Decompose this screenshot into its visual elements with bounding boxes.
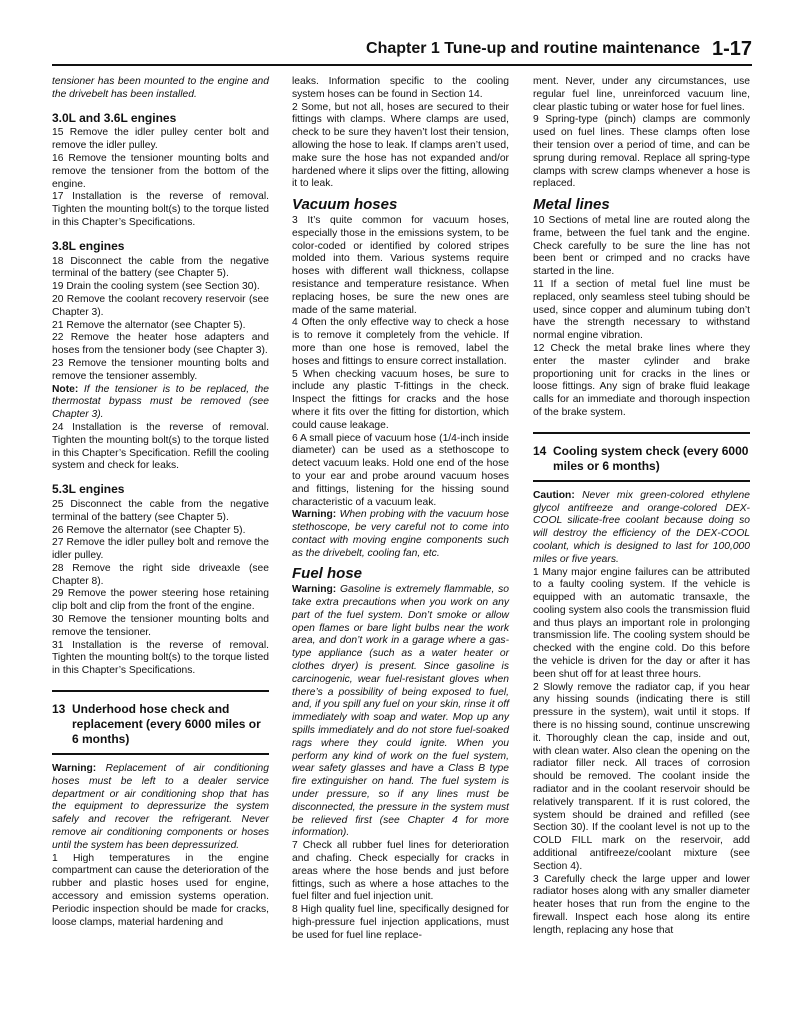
step-27: 27 Remove the idler pulley bolt and remove the idler pulley. <box>52 537 269 562</box>
step-15: 15 Remove the idler pulley center bolt and remove the idler pulley. <box>52 127 269 152</box>
caution-label: Caution: <box>533 489 575 501</box>
warning-text: Gasoline is extremely flammable, so take extra precautions when you work on any part of the fuel system. Don’t smoke or allow open flames or bare light bulbs near the work area, and don’t work in a garage where a gas-type appliance (such as a water heater or clothes dryer) is present. Since gasoline is carcinogenic, wear fuel-resistant gloves when there’s a possibility of being exposed to fuel, and, if you spill any fuel on your skin, rinse it off immediately with soap and water. Mop up any spills immediately and do not store fuel-soaked rags where they could ignite. When you perform any kind of work on the fuel system, wear safety glasses and have a Class B type fire extinguisher on hand. The fuel system is under pressure, so if any lines must be disconnected, the pressure in the system must be relieved first (see Chapter 4 for more information). <box>292 584 509 839</box>
step-10: 10 Sections of metal line are routed along the frame, between the fuel tank and the engine. Check carefully to be sure the line has not been bent or crimped and no cracks have started in the line. <box>533 214 750 278</box>
step-7: 7 Check all rubber fuel lines for deterioration and chafing. Check especially for cracks in areas where the hose bends and just before fittings, such as where a hose attaches to the fuel filter and fuel injection unit. <box>292 840 509 903</box>
warning-text: When probing with the vacuum hose stethoscope, be very careful not to come into contact with moving engine components such as the drivebelt, cooling fan, etc. <box>292 509 509 559</box>
step-2: 2 Some, but not all, hoses are secured to their fittings with clamps. Where clamps are used, check to be sure they haven’t lost their tension, allowing the hose to leak. If clamps aren’t used, make sure the hose has not expanded and/or hardened where it slips over the fitting, allowing it to leak. <box>292 101 509 190</box>
caution <box>533 490 750 567</box>
warning <box>292 509 509 560</box>
step-3: 3 Carefully check the large upper and lower radiator hoses along with any smaller diameter heater hoses that run from the engine to the firewall. Inspect each hose along its entire length, replacing any hose that <box>533 873 750 936</box>
heading-metal-lines: Metal lines <box>533 196 610 214</box>
step-5: 5 When checking vacuum hoses, be sure to include any plastic T-fittings in the check. Inspect the fittings for cracks and the hose where it fits over the fitting for distortion, which could cause leakage. <box>292 368 509 431</box>
step-3: 3 It’s quite common for vacuum hoses, especially those in the emissions system, to be color-coded or identified by colored stripes molded into them. Various systems require hoses with different wall thickness, collapse resistance and temperature resistance. When replacing hoses, be sure the new ones are made of the same material. <box>292 214 509 316</box>
heading-vacuum-hoses: Vacuum hoses <box>292 196 398 214</box>
chapter-title: Chapter 1 Tune-up and routine maintenance <box>366 40 700 57</box>
warning-text: Replacement of air conditioning hoses must be left to a dealer service department or air conditioning shop that has the equipment to depressurize the system safely and recover the refrigerant. Never remove air conditioning components or hoses until the system has been depressurized. <box>52 763 269 851</box>
step-12: 12 Check the metal brake lines where they enter the master cylinder and brake proportioning unit for cracks in the lines or loose fittings. Any sign of brake fluid leakage calls for an immediate and thorough inspection of the brake system. <box>533 342 750 418</box>
heading-fuel-hose: Fuel hose <box>292 565 363 583</box>
subheading-3-0l-3-6l: 3.0L and 3.6L engines <box>52 110 177 125</box>
page-number: 1-17 <box>711 38 752 60</box>
section-number: 13 <box>52 702 66 717</box>
step-23: 23 Remove the tensioner mounting bolts and remove the tensioner assembly. <box>52 357 269 382</box>
section-title: Underhood hose check and replacement (every 6000 miles or 6 months) <box>72 702 261 747</box>
subheading-3-8l: 3.8L engines <box>52 238 125 253</box>
section-number: 14 <box>533 443 547 458</box>
caution-text: Never mix green-colored ethylene glycol antifreeze and orange-colored DEX-COOL silicate-free coolant because doing so will destroy the efficiency of the DEX-COOL coolant, which is designed to last for 100,000 miles or five years. <box>533 489 750 565</box>
note <box>52 384 269 422</box>
section-title: Cooling system check (every 6000 miles or 6 months) <box>553 443 749 473</box>
step-1: 1 Many major engine failures can be attributed to a faulty cooling system. If the vehicle is equipped with an automatic transaxle, the cooling system also cools the transmission fluid and thus plays an important role in prolonging transmission life. The cooling system should be checked with the engine cold. Do this before the vehicle is driven for the day or after it has been shut off for at least three hours. <box>533 566 750 680</box>
step-28: 28 Remove the right side driveaxle (see Chapter 8). <box>52 562 269 587</box>
step-8: 8 High quality fuel line, specifically designed for high-pressure fuel injection applications, must be used for fuel line replace- <box>292 904 509 941</box>
warning-label: Warning: <box>52 763 97 775</box>
step-30: 30 Remove the tensioner mounting bolts and remove the tensioner. <box>52 614 269 638</box>
header-rule <box>52 64 752 66</box>
column-left <box>52 76 269 929</box>
page-header <box>52 38 752 66</box>
step-24: 24 Installation is the reverse of removal. Tighten the mounting bolt(s) to the torque listed in this Chapter’s Specification. Refill the cooling system and check for leaks. <box>52 421 269 472</box>
step-25: 25 Disconnect the cable from the negative terminal of the battery (see Chapter 5). <box>52 498 269 523</box>
warning <box>52 763 269 853</box>
step-19: 19 Drain the cooling system (see Section 30). <box>52 281 260 293</box>
step-20: 20 Remove the coolant recovery reservoir (see Chapter 3). <box>52 293 269 318</box>
paragraph: leaks. Information specific to the cooling system hoses can be found in Section 14. <box>292 76 509 100</box>
note-label: Note: <box>52 383 79 395</box>
step-11: 11 If a section of metal fuel line must be replaced, only seamless steel tubing should be used, since copper and aluminum tubing don’t have the strength necessary to withstand normal engine vibration. <box>533 278 750 342</box>
step-2: 2 Slowly remove the radiator cap, if you hear any hissing sounds (indicating there is still pressure in the system), wait until it stops. If there is no hissing sound, continue unscrewing it. Thoroughly clean the cap, inside and out, with clean water. Also clean the opening on the radiator filler neck. All traces of corrosion should be removed. The coolant inside the radiator and in the coolant reservoir should be relatively transparent. If it is rust colored, the system should be drained and refilled (see Section 30). If the coolant level is not up to the COLD FILL mark on the reservoir, add additional antifreeze/coolant mixture (see Section 4). <box>533 681 750 872</box>
step-16: 16 Remove the tensioner mounting bolts and remove the tensioner from the bottom of the engine. <box>52 152 269 190</box>
column-middle <box>292 76 509 943</box>
warning-label: Warning: <box>292 509 337 521</box>
step-1: 1 High temperatures in the engine compartment can cause the deterioration of the rubber and plastic hoses used for engine, accessory and emission systems operation. Periodic inspection should be made for cracks, loose clamps, material hardening and <box>52 852 269 928</box>
paragraph: ment. Never, under any circumstances, use regular fuel line, unreinforced vacuum line, clear plastic tubing or water hose for fuel lines. <box>533 76 750 113</box>
warning <box>292 584 509 840</box>
step-6: 6 A small piece of vacuum hose (1/4-inch inside diameter) can be used as a stethoscope to detect vacuum leaks. Hold one end of the hose to your ear and probe around vacuum hoses and fittings, listening for the hissing sound characteristic of a vacuum leak. <box>292 432 509 508</box>
section-14-heading <box>533 432 750 482</box>
section-13-heading <box>52 690 269 755</box>
subheading-5-3l: 5.3L engines <box>52 482 125 497</box>
note-text: If the tensioner is to be replaced, the thermostat bypass must be removed (see Chapter 3). <box>52 383 269 421</box>
step-31: 31 Installation is the reverse of removal. Tighten the mounting bolt(s) to the torque listed in this Chapter’s Specifications. <box>52 639 269 677</box>
step-17: 17 Installation is the reverse of removal. Tighten the mounting bolt(s) to the torque listed in this Chapter’s Specifications. <box>52 191 269 228</box>
step-29: 29 Remove the power steering hose retaining clip bolt and clip from the front of the engine. <box>52 588 269 613</box>
column-right <box>533 76 750 938</box>
step-4: 4 Often the only effective way to check a hose is to remove it completely from the vehicle. If more than one hose is removed, label the hoses and fittings to ensure correct installation. <box>292 317 509 367</box>
step-26: 26 Remove the alternator (see Chapter 5). <box>52 524 246 536</box>
step-18: 18 Disconnect the cable from the negative terminal of the battery (see Chapter 5). <box>52 255 269 280</box>
step-9: 9 Spring-type (pinch) clamps are commonly used on fuel lines. These clamps often lose their tension over a period of time, and can be sprung during removal. Replace all spring-type clamps with screw clamps whenever a hose is replaced. <box>533 114 750 190</box>
warning-label: Warning: <box>292 584 337 596</box>
step-22: 22 Remove the heater hose adapters and hoses from the tensioner body (see Chapter 3). <box>52 332 269 357</box>
paragraph: tensioner has been mounted to the engine and the drivebelt has been installed. <box>52 76 269 100</box>
step-21: 21 Remove the alternator (see Chapter 5). <box>52 319 246 331</box>
